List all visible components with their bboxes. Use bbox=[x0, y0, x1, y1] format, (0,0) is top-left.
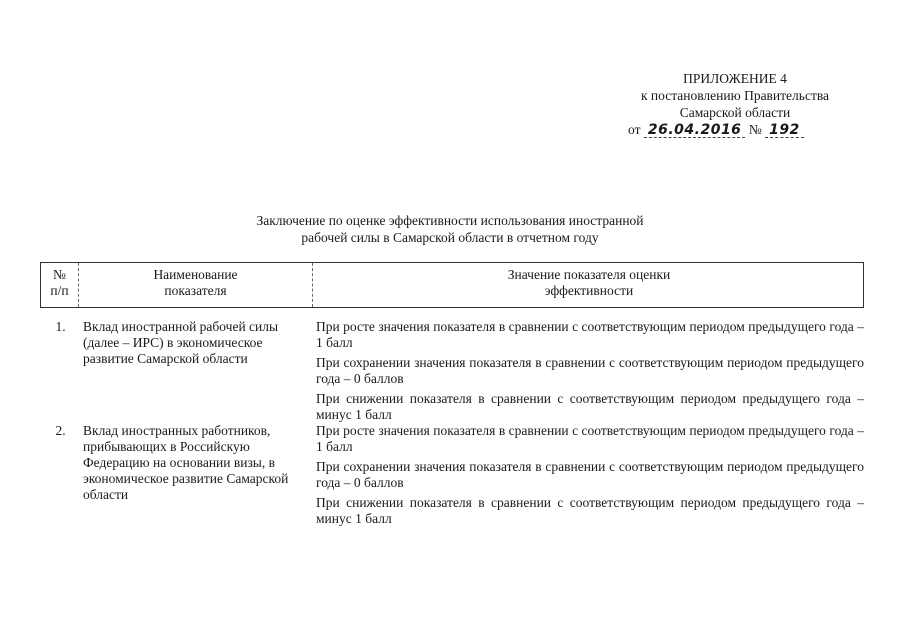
handwritten-date: 26.04.2016 bbox=[644, 123, 746, 138]
header-num-line-2: п/п bbox=[50, 283, 69, 298]
document-title-line-2: рабочей силы в Самарской области в отчетном году bbox=[301, 230, 599, 245]
appendix-title: ПРИЛОЖЕНИЕ 4 bbox=[683, 71, 787, 86]
evaluation-table bbox=[40, 262, 864, 527]
header-name bbox=[78, 263, 312, 307]
header-num-line-1: № bbox=[53, 267, 66, 282]
indicator-name: Вклад иностранной рабочей силы (далее – ИРС) в экономическое развитие Самарской области bbox=[83, 319, 279, 366]
appendix-header bbox=[600, 70, 870, 138]
header-value-line-1: Значение показателя оценки bbox=[507, 267, 671, 282]
from-label: от bbox=[628, 122, 641, 137]
table-header bbox=[40, 262, 864, 308]
indicator-values bbox=[312, 319, 864, 423]
appendix-resolution-line: к постановлению Правительства bbox=[640, 88, 830, 103]
header-value-line-2: эффективности bbox=[544, 283, 634, 298]
header-num bbox=[41, 263, 78, 307]
appendix-date-number-line bbox=[628, 121, 870, 138]
value-unchanged: При сохранении значения показателя в сравнении с соответствующим периодом предыдущего года – 0 баллов bbox=[316, 459, 864, 490]
appendix-region-line: Самарской области bbox=[679, 105, 791, 120]
row-number: 2. bbox=[55, 423, 66, 438]
header-name-line-2: показателя bbox=[164, 283, 227, 298]
document-title bbox=[180, 212, 720, 246]
handwritten-number: 192 bbox=[765, 123, 804, 138]
document-title-line-1: Заключение по оценке эффективности использования иностранной bbox=[256, 213, 644, 228]
value-increase: При росте значения показателя в сравнении с соответствующим периодом предыдущего года – 1 балл bbox=[316, 319, 864, 350]
value-unchanged: При сохранении значения показателя в сравнении с соответствующим периодом предыдущего года – 0 баллов bbox=[316, 355, 864, 386]
indicator-values bbox=[312, 423, 864, 527]
value-decrease: При снижении показателя в сравнении с соответствующим периодом предыдущего года – минус 1 балл bbox=[316, 391, 864, 422]
table-row bbox=[40, 423, 864, 527]
value-increase: При росте значения показателя в сравнении с соответствующим периодом предыдущего года – 1 балл bbox=[316, 423, 864, 454]
table-row bbox=[40, 319, 864, 423]
indicator-name: Вклад иностранных работников, прибывающих в Российскую Федерацию на основании визы, в экономическое развитие Самарской области bbox=[83, 423, 289, 502]
header-name-line-1: Наименование bbox=[153, 267, 238, 282]
number-label: № bbox=[748, 122, 762, 137]
value-decrease: При снижении показателя в сравнении с соответствующим периодом предыдущего года – минус 1 балл bbox=[316, 495, 864, 526]
row-number: 1. bbox=[55, 319, 66, 334]
header-value bbox=[312, 263, 865, 307]
